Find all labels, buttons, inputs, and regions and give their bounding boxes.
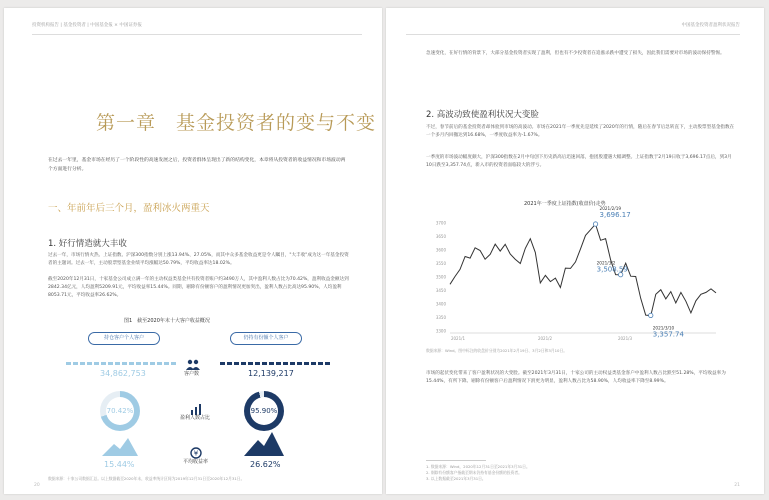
- chapter-intro: 在过去一年里，基金市场在经历了一个阶段性的高速发展之后，投资者群体呈现出了新的结构变化，本章将从投资者的收益情况和市场波动两个方面进行分析。: [48, 158, 346, 172]
- right-paragraph-3: 市场的起伏变化带来了客户盈利状况的大变脸。截至2021年3月31日，十家公司的主动权益类基金客户中盈利人数占比跌至51.28%，平均收益率为15.44%，有所下降。剔除有份额客户后盈利情况下滑更为明显，盈利人数占比为58.90%，人均收益率下降至8.99%。: [426, 371, 726, 385]
- y-tick-label: 3500: [435, 274, 446, 280]
- return-label: 平均收益率: [183, 459, 209, 465]
- return-mountain-right: [244, 432, 284, 460]
- clients-right-value: 12,139,217: [248, 369, 294, 378]
- annotation-marker: [593, 222, 597, 226]
- ratio-right-value: 95.90%: [250, 397, 278, 425]
- people-icon: [186, 356, 200, 368]
- series-line: [450, 224, 716, 316]
- annotation-value: 3,508.59: [596, 265, 628, 274]
- section-title: 一、年前年后三个月，盈利冰火两重天: [48, 203, 210, 214]
- footnote-2: 2. 剔除有份额客户指截至期末仍持有基金份额的投资者。: [426, 470, 522, 475]
- right-paragraph-1: 不过，春节前后的基金投资者却体验到市场的高波动。市场在2021年一季度先是延续了2020年的行情，随后在春节后急转直下，主动股票型基金指数在一个多月内回撤达到16.68%，一季度收益率为-1.67%。: [426, 125, 735, 139]
- y-tick-label: 3600: [435, 247, 446, 253]
- footnote-3: 3. 以上数据截至2021年3月31日。: [426, 476, 486, 481]
- y-tick-label: 3650: [435, 234, 446, 239]
- right-section-title: 2. 高波动致使盈利状况大变脸: [426, 110, 539, 120]
- svg-text:¥: ¥: [193, 449, 199, 458]
- y-tick-label: 3350: [435, 315, 446, 320]
- pill-left: 持仓客户个人客户: [88, 332, 160, 345]
- x-tick-label: 2021/2: [537, 336, 553, 341]
- subsection-title: 1. 好行情造就大丰收: [48, 239, 127, 249]
- annotation-marker: [649, 313, 653, 317]
- footnote-1: 1. 数据来源：Wind，2020年12月31日至2021年3月31日。: [426, 464, 530, 469]
- chart-note: 数据来源：Wind。图中标注的收盘价分别为2021年2月19日、3月2日和3月10日。: [426, 348, 568, 353]
- return-icon: [190, 444, 202, 456]
- x-tick-label: 2021/1: [450, 336, 466, 341]
- right-page: [386, 8, 764, 494]
- annotation-value: 3,696.17: [599, 211, 631, 220]
- chart-title: 2021年一季度上证指数(收盘价)走势: [524, 201, 606, 207]
- right-page-header: 中国基金投资者盈利状况报告: [681, 23, 740, 28]
- y-tick-label: 3300: [435, 328, 446, 334]
- ratio-icon: [190, 400, 202, 412]
- bar-left: [66, 362, 176, 365]
- header-divider: [406, 34, 740, 35]
- header-divider: [32, 34, 362, 35]
- y-tick-label: 3400: [435, 301, 446, 307]
- return-left-value: 15.44%: [104, 460, 135, 469]
- annotation-date: 2021/2/19: [599, 206, 622, 212]
- left-page: [4, 8, 382, 494]
- footnote-divider: [426, 460, 486, 461]
- clients-label: 客户数: [184, 371, 200, 377]
- y-tick-label: 3700: [435, 220, 446, 226]
- ratio-donut-left: [100, 391, 140, 431]
- y-tick-label: 3550: [435, 261, 446, 266]
- right-page-number: 21: [734, 483, 740, 488]
- annotation-date: 2021/3/2: [596, 260, 616, 266]
- paragraph-1: 过去一年，市场行情火热。上证指数、沪深300指数分别上涨13.94%、27.05%，而其中众多基金收益更是令人瞩目，"大丰收"成为这一年基金投资者的主题词。过去一年，主动股票型基金业绩平均涨幅达50.79%，平均收益率达18.02%。: [48, 253, 349, 267]
- ratio-donut-right: [244, 391, 284, 431]
- paragraph-2: 截至2020年12月31日，十家基金公司成立满一年的主动权益类基金共有投资者账户约3490万人，其中盈利人数占比为70.42%，盈利收益金额达到2842.34亿元，人均盈利5209.91元，平均收益率15.44%。同期，剔除有份额客户的盈利情况更加突出，盈利人数占比高达95.90%，人均盈利8053.71元，平均收益率26.62%。: [48, 277, 349, 299]
- pill-right: 仍持有份额个人客户: [230, 332, 302, 345]
- y-tick-label: 3450: [435, 288, 446, 293]
- ratio-left-value: 70.42%: [106, 397, 134, 425]
- chapter-title: 第一章 基金投资者的变与不变: [96, 112, 377, 134]
- x-tick-label: 2021/3: [617, 336, 633, 341]
- annotation-value: 3,357.74: [652, 330, 684, 339]
- bar-right: [220, 362, 330, 365]
- return-mountain-left: [102, 438, 138, 460]
- figure-note: 数据来源：十家公司数据汇总。以上数据截至2020年末，收益率统计区间为2019年12月31日至2020年12月31日。: [48, 476, 245, 481]
- ratio-label: 盈利人数占比: [180, 415, 211, 421]
- return-right-value: 26.62%: [250, 460, 281, 469]
- right-paragraph-2: 一季度的市场波动幅度颇大，沪深300指数在2月中旬创下历史新高后迅速回落，抱团股遭遇大幅调整。上证指数于2月19日收于3,696.17点后，到3月10日跌至3,357.74点，新入市的投资者面临较大的浮亏。: [426, 155, 732, 169]
- left-page-header: 投资机构报告 | 基金投资者 | 中国基金报 × 中国证券报: [32, 23, 142, 28]
- figure-caption: 图1 截至2020年末十大客户收益概况: [124, 318, 210, 324]
- annotation-date: 2021/3/10: [652, 325, 675, 331]
- line-chart: [424, 206, 724, 348]
- clients-left-value: 34,862,753: [100, 369, 146, 378]
- right-top-paragraph: 急速变化，在好行情的背景下，大部分基金投资者实现了盈利，但也有不少投资者在追涨杀跌中遭受了损失，因此我们需要对市场的波动保持警惕。: [426, 51, 725, 56]
- left-page-number: 20: [34, 483, 40, 488]
